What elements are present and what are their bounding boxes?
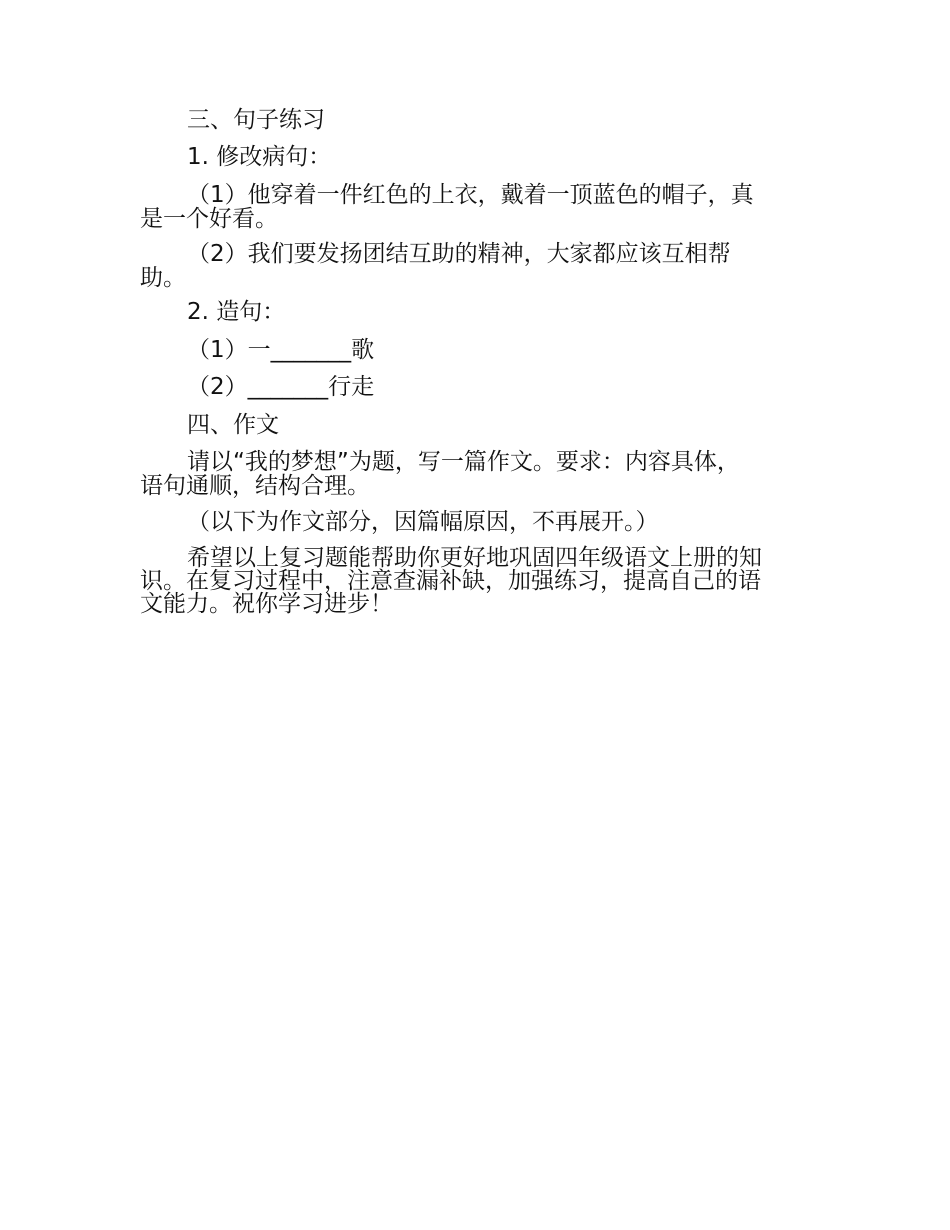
section-heading-sentence-practice: 三、句子练习	[187, 107, 325, 133]
make-sentence-1: （1）一_______歌	[187, 337, 375, 363]
sentence-1-line-2: 是一个好看。	[140, 206, 278, 232]
sentence-2-line-2: 助。	[140, 265, 186, 291]
item-title-fix-sentences: 1. 修改病句：	[187, 144, 332, 170]
sentence-2-line-1: （2）我们要发扬团结互助的精神，大家都应该互相帮	[187, 241, 731, 267]
sentence-1-line-1: （1）他穿着一件红色的上衣，戴着一顶蓝色的帽子，真	[187, 182, 754, 208]
closing-line-2: 识。在复习过程中，注意查漏补缺，加强练习，提高自己的语	[140, 568, 761, 594]
composition-note: （以下为作文部分，因篇幅原因，不再展开。）	[187, 509, 659, 535]
make-sentence-2: （2）_______行走	[187, 374, 375, 400]
composition-prompt-line-1: 请以“我的梦想”为题，写一篇作文。要求：内容具体，	[187, 449, 740, 475]
section-heading-composition: 四、作文	[187, 412, 279, 438]
closing-line-3: 文能力。祝你学习进步！	[140, 591, 393, 617]
closing-line-1: 希望以上复习题能帮助你更好地巩固四年级语文上册的知	[187, 545, 762, 571]
item-title-make-sentences: 2. 造句：	[187, 299, 286, 325]
composition-prompt-line-2: 语句通顺，结构合理。	[140, 473, 370, 499]
